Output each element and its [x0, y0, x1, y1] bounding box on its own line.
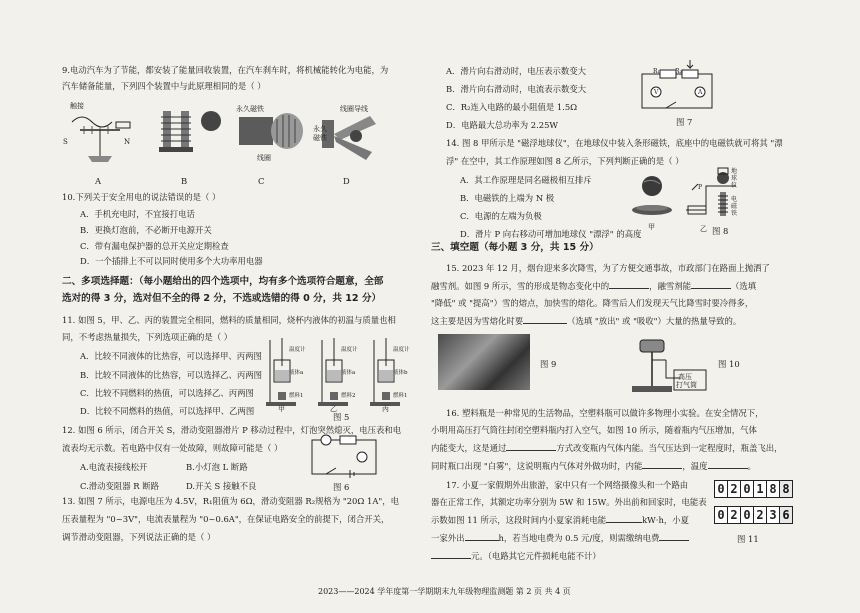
q9-c-label-bottom: 线圈: [257, 154, 271, 162]
q13-option-d: D．电路最大总功率为 2.25W: [446, 120, 559, 130]
q17-line5-a: 元。（电路其它元件损耗电能不计）: [471, 551, 601, 561]
q17-line4-b: h，若当地电费为 0.5 元/度，则需缴纳电费: [498, 533, 660, 543]
q9-option-b: B: [181, 176, 188, 186]
q17-blank-3[interactable]: [659, 540, 689, 541]
q9-line2: 汽车储备能量，下列四个装置中与此原理相同的是（ ）: [62, 81, 266, 91]
q13-option-a: A．滑片向右滑动时，电压表示数变大: [446, 66, 587, 76]
meter-before-digit: 0: [741, 481, 754, 497]
fig5-name-bing: 丙: [382, 405, 389, 413]
figure-9-photo: [438, 334, 530, 390]
q9-option-c: C: [258, 176, 265, 186]
q16-line2: 小明用高压打气筒往封闭空塑料瓶内打入空气，如图 10 所示，随着瓶内气压增加，气体: [431, 425, 757, 435]
fig5-label-thermo1: 温度计: [289, 347, 306, 353]
q16-line3-a: 内能变大，这是通过: [431, 443, 507, 453]
q16-blank-2[interactable]: [642, 468, 682, 469]
q13-line1: 13. 如图 7 所示，电源电压为 4.5V，R₁阻值为 6Ω，滑动变阻器 R₂规格为 "20Ω 1A"，电: [62, 496, 399, 506]
q13-option-c: C．R₂连入电路的最小阻值是 1.5Ω: [446, 102, 578, 112]
meter-after-digit: 2: [728, 507, 741, 523]
q9-a-label-n: N: [124, 138, 131, 146]
fig5-label-fuel2: 燃料2: [341, 393, 356, 399]
q16-line3: [431, 443, 783, 454]
q17-line3-b: kW·h，小夏: [642, 515, 689, 525]
q17-blank-4[interactable]: [431, 558, 471, 559]
q10-option-b: B．更换灯泡前，不必断开电源开关: [80, 225, 212, 235]
q13-line2: 压表量程为 "0~3V"，电流表量程为 "0~0.6A"，在保证电路安全的前提下，闭合开关，: [62, 514, 390, 524]
fig6-caption: 图 6: [333, 482, 350, 492]
meter-before-decimal-digit: 8: [780, 481, 792, 497]
meter-before-digit: 2: [728, 481, 741, 497]
section2-title-line1: 二、多项选择题：（每小题给出的四个选项中，均有多个选项符合题意，全部: [62, 276, 384, 287]
fig8-label-yi: 乙: [700, 225, 707, 233]
figure-10: [622, 336, 712, 398]
q17-line5: [431, 551, 601, 562]
meter-after-digit: 3: [767, 507, 780, 523]
q12-option-d: D.开关 S 接触不良: [186, 481, 257, 491]
q16-line4-a: 同时瓶口出现 "白雾"，这说明瓶内气体对外做功时，内能: [431, 461, 643, 471]
section2-title-line2: 选对的得 3 分，选对但不全的得 2 分，不选或选错的得 0 分，共 12 分）: [62, 293, 382, 304]
fig8-label-p: P: [698, 184, 703, 191]
fig7-label-a: A: [698, 89, 703, 96]
q15-line4-b: （选填 "放出" 或 "吸收"）大量的热量导致的。: [567, 316, 742, 326]
meter-before-digit: 8: [767, 481, 780, 497]
fig11-caption: 图 11: [737, 534, 759, 544]
q9-figure-c: [233, 107, 311, 169]
q17-line4: [431, 533, 689, 544]
q14-option-c: C．电源的左端为负极: [460, 211, 542, 221]
q12-option-c: C.滑动变阻器 R 断路: [80, 481, 160, 491]
q15-line3: "降低" 或 "提高"）雪的熔点，加快雪的熔化。降雪后人们发现天气比降雪时要冷得多，: [431, 298, 754, 308]
q16-line4: [431, 461, 756, 472]
fig5-label-liquid3: 液体b: [393, 370, 408, 376]
fig8-caption: 图 8: [712, 226, 729, 236]
q9-c-label-top: 永久磁铁: [236, 105, 264, 113]
q12-line1: 12. 如图 6 所示，闭合开关 S，滑动变阻器滑片 P 移动过程中，灯泡突然熄灭，电压表和电: [62, 425, 402, 435]
q13-line3: 调节滑动变阻器，下列说法正确的是（ ）: [62, 532, 216, 542]
q9-figure-b: [155, 103, 225, 165]
q15-blank-1[interactable]: [609, 288, 649, 289]
q16-line4-c: 。: [747, 461, 756, 471]
q9-a-label-s: S: [63, 138, 68, 146]
q16-blank-3[interactable]: [708, 468, 748, 469]
meter-after-decimal-digit: 6: [780, 507, 792, 523]
q9-d-label-left: 永久: [313, 125, 327, 133]
fig7-label-r1: R₁: [653, 68, 660, 75]
q9-option-a: A: [95, 176, 102, 186]
q17-line3-a: 示数如图 11 所示，这段时间内小夏家消耗电能: [431, 515, 607, 525]
q11-option-a: A．比较不同液体的比热容，可以选择甲、丙两图: [80, 351, 262, 361]
figure-8-yi: [682, 166, 754, 228]
q15-line4: [431, 316, 741, 327]
page-footer: 2023——2024 学年度第一学期期末九年级物理监测题 第 2 页 共 4 页: [318, 587, 571, 596]
q16-blank-1[interactable]: [506, 450, 556, 451]
q10-option-a: A．手机充电时，不宜接打电话: [80, 209, 195, 219]
q16-line1: 16. 塑料瓶是一种常见的生活物品，空塑料瓶可以做许多物理小实验。在安全情况下，: [446, 408, 764, 418]
meter-after-digit: 0: [715, 507, 728, 523]
q12-option-b: B.小灯泡 L 断路: [186, 462, 248, 472]
fig7-caption: 图 7: [676, 117, 693, 127]
figure-7: [636, 56, 718, 114]
q17-blank-2[interactable]: [465, 540, 499, 541]
figure-6: [306, 432, 382, 482]
fig8-label-globe: 地球仪: [731, 168, 738, 189]
q17-line2: 器在正常工作，其额定功率分别为 5W 和 15W。外出前和回家时，电能表: [431, 497, 707, 507]
fig7-label-r2: R₂: [675, 68, 682, 75]
q10-option-d: D．一个插排上不可以同时使用多个大功率用电器: [80, 256, 263, 266]
q17-line1: 17. 小夏一家假期外出旅游，家中只有一个网络摄像头和一个路由: [446, 480, 689, 490]
q9-line1: 9.电动汽车为了节能，都安装了能量回收装置，在汽车刹车时，将机械能转化为电能，为: [62, 65, 389, 75]
fig8-label-jia: 甲: [648, 223, 655, 231]
meter-after-digit: 0: [741, 507, 754, 523]
q10-option-c: C．带有漏电保护器的总开关应定期检查: [80, 241, 229, 251]
q11-line2: 同，不考虑热量损失，下列选项正确的是（ ）: [62, 332, 233, 342]
q9-d-label-left2: 磁铁: [313, 134, 327, 142]
fig5-label-fuel3: 燃料1: [393, 393, 408, 399]
fig7-label-v: V: [654, 89, 659, 96]
fig5-label-liquid1: 液体a: [289, 370, 304, 376]
meter-after-digit: 2: [754, 507, 767, 523]
q15-line2: [431, 281, 756, 292]
fig5-label-thermo3: 温度计: [393, 347, 410, 353]
q17-line3: [431, 515, 689, 526]
q15-blank-3[interactable]: [523, 323, 567, 324]
meter-before: [714, 480, 793, 498]
q11-option-c: C．比较不同燃料的热值，可以选择乙、丙两图: [80, 388, 254, 398]
fig5-label-fuel1: 燃料1: [289, 393, 304, 399]
fig5-label-thermo2: 温度计: [341, 347, 358, 353]
figure-8-jia: [628, 172, 678, 222]
q17-line4-a: 一家外出: [431, 533, 465, 543]
q14-line2: 浮" 在空中，其工作原理如图 8 乙所示，下列判断正确的是（ ）: [446, 156, 684, 166]
q12-option-a: A.电流表接线松开: [80, 462, 148, 472]
fig5-name-jia: 甲: [278, 405, 285, 413]
section3-title: 三、填空题（每小题 3 分，共 15 分）: [431, 242, 599, 253]
meter-after: [714, 506, 793, 524]
q12-line2: 流表均无示数。若电路中仅有一处故障，则故障可能是（ ）: [62, 443, 283, 453]
q14-option-b: B．电磁铁的上端为 N 极: [460, 193, 555, 203]
q16-line4-b: ，温度: [682, 461, 708, 471]
q9-option-d: D: [343, 176, 350, 186]
fig10-label-pump: 打气筒: [676, 381, 697, 389]
meter-before-digit: 1: [754, 481, 767, 497]
q17-blank-1[interactable]: [606, 522, 642, 523]
fig8-label-electromagnet: 电磁铁: [731, 196, 738, 217]
q14-option-a: A．其工作原理是同名磁极相互排斥: [460, 175, 592, 185]
fig5-label-liquid2: 液体a: [341, 370, 356, 376]
fig5-name-yi: 乙: [330, 405, 337, 413]
q15-line2-a: 融雪剂。如图 9 所示，雪的形成是物态变化中的: [431, 281, 610, 291]
q11-option-b: B．比较不同液体的比热容，可以选择乙、丙两图: [80, 370, 263, 380]
fig9-caption: 图 9: [540, 359, 557, 369]
q14-line1: 14. 图 8 甲所示是 "磁浮地球仪"，在地球仪中装入条形磁铁，底座中的电磁铁就可将其 "漂: [446, 138, 783, 148]
q9-d-label-top: 线圈导线: [340, 105, 368, 113]
q15-blank-2[interactable]: [691, 288, 731, 289]
meter-before-digit: 0: [715, 481, 728, 497]
q15-line4-a: 这主要是因为雪熔化时要: [431, 316, 524, 326]
q11-line1: 11. 如图 5，甲、乙、丙的装置完全相同，燃料的质量相同，烧杯内液体的初温与质量也相: [62, 315, 396, 325]
fig10-caption: 图 10: [718, 359, 740, 369]
fig10-label-high: 高压: [678, 373, 692, 381]
q9-a-label-top: 触接: [70, 102, 84, 110]
fig5-caption: 图 5: [333, 412, 350, 422]
q14-option-d: D．滑片 P 向右移动可增加地球仪 "漂浮" 的高度: [460, 229, 642, 239]
q15-line2-c: （选填: [731, 281, 757, 291]
q15-line1: 15. 2023 年 12 月，烟台迎来多次降雪，为了方便交通事故，市政部门在路面上抛洒了: [446, 263, 770, 273]
q11-option-d: D．比较不同燃料的热值，可以选择甲、乙两图: [80, 406, 255, 416]
q10-stem: 10.下列关于安全用电的说法错误的是（ ）: [62, 192, 221, 202]
q15-line2-b: ，融雪剂能: [649, 281, 692, 291]
q16-line3-b: 方式改变瓶内气体内能。当气压达到一定程度时，瓶盖飞出，: [556, 443, 783, 453]
q13-option-b: B．滑片向右滑动时，电流表示数变大: [446, 84, 587, 94]
